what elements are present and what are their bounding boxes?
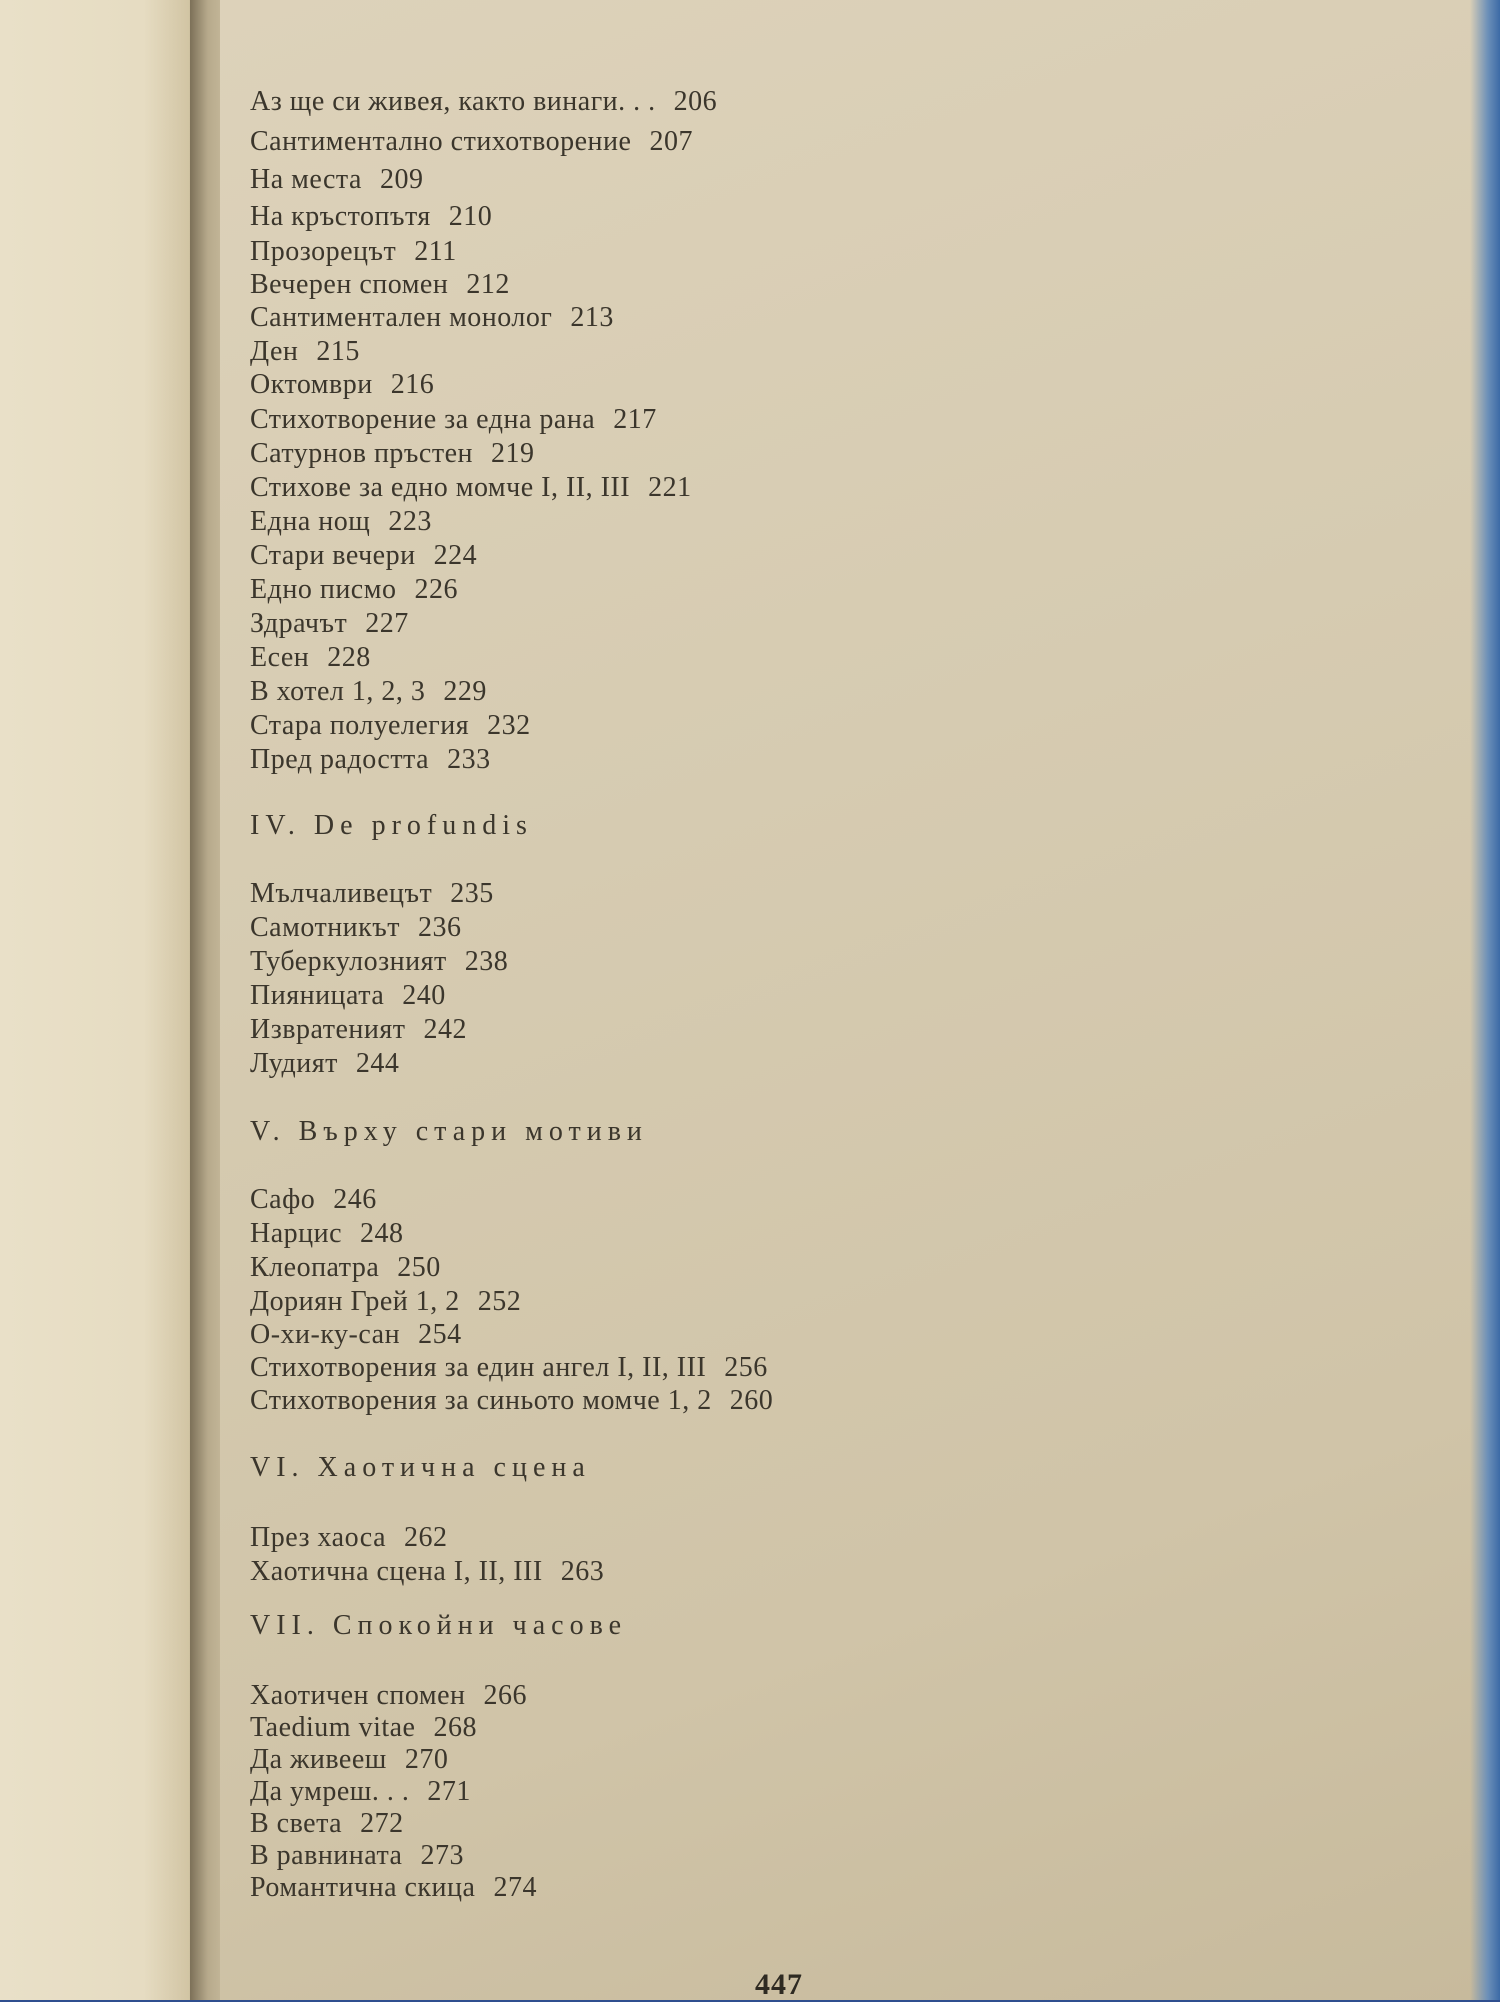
entry-title: Прозорецът xyxy=(250,236,397,267)
entry-page: 268 xyxy=(433,1712,477,1743)
toc-entry xyxy=(250,574,458,606)
toc-entry xyxy=(250,710,531,742)
entry-title: Стихотворения за един ангел I, II, III xyxy=(250,1352,707,1383)
entry-title: Извратеният xyxy=(250,1014,406,1045)
entry-page: 271 xyxy=(427,1776,471,1807)
entry-page: 207 xyxy=(649,126,693,157)
section-heading: VII. Спокойни часове xyxy=(250,1610,628,1641)
entry-title: Taedium vitae xyxy=(250,1712,416,1743)
entry-page: 254 xyxy=(418,1319,462,1350)
entry-page: 210 xyxy=(448,201,493,232)
entry-page: 256 xyxy=(724,1352,768,1383)
toc-entry xyxy=(250,1252,441,1284)
toc-entry xyxy=(250,201,492,233)
entry-page: 266 xyxy=(483,1680,528,1711)
entry-title: Здрачът xyxy=(250,608,348,639)
entry-title: Ден xyxy=(250,336,299,367)
toc-entry xyxy=(250,1184,377,1216)
entry-page: 263 xyxy=(560,1556,605,1587)
toc-entry xyxy=(250,336,360,368)
entry-title: Романтична скица xyxy=(250,1872,476,1903)
entry-page: 213 xyxy=(570,302,614,333)
entry-title: Сафо xyxy=(250,1184,316,1215)
entry-page: 215 xyxy=(316,336,360,367)
entry-page: 246 xyxy=(333,1184,377,1215)
entry-title: Октомври xyxy=(250,369,373,400)
entry-title: В хотел 1, 2, 3 xyxy=(250,676,426,707)
entry-page: 221 xyxy=(648,472,692,503)
entry-title: О-хи-ку-сан xyxy=(250,1319,401,1350)
toc-entry xyxy=(250,912,461,944)
entry-page: 274 xyxy=(493,1872,537,1903)
entry-title: Клеопатра xyxy=(250,1252,380,1283)
toc-entry xyxy=(250,1218,404,1250)
toc-entry xyxy=(250,642,371,674)
toc-entry xyxy=(250,86,717,118)
entry-page: 209 xyxy=(379,164,424,195)
entry-title: Сатурнов пръстен xyxy=(250,438,473,469)
entry-title: На места xyxy=(250,164,362,195)
entry-page: 248 xyxy=(360,1218,404,1249)
entry-page: 260 xyxy=(729,1385,774,1416)
entry-title: Есен xyxy=(250,642,310,673)
entry-page: 226 xyxy=(414,574,458,605)
toc-entry xyxy=(250,1286,521,1318)
entry-page: 229 xyxy=(443,676,487,707)
entry-title: Пред радостта xyxy=(250,744,430,775)
entry-page: 262 xyxy=(404,1522,448,1553)
toc-entry xyxy=(250,1556,604,1588)
toc-entry xyxy=(250,1522,448,1554)
entry-page: 232 xyxy=(487,710,531,741)
toc-entry xyxy=(250,676,487,708)
entry-page: 206 xyxy=(673,86,718,117)
entry-page: 212 xyxy=(466,269,510,300)
entry-page: 272 xyxy=(360,1808,404,1839)
toc-entry xyxy=(250,1712,477,1744)
toc-entry xyxy=(250,1872,537,1904)
toc-entry xyxy=(250,404,657,436)
toc-entry xyxy=(250,1319,462,1351)
background-edge xyxy=(1470,0,1500,2000)
entry-title: Да умреш. . . xyxy=(250,1776,410,1807)
entry-title: Туберкулозният xyxy=(250,946,447,977)
entry-title: Стари вечери xyxy=(250,540,416,571)
facing-page xyxy=(0,0,205,2000)
entry-title: На кръстопътя xyxy=(250,201,431,232)
toc-entry xyxy=(250,1840,464,1872)
section-heading: V. Върху стари мотиви xyxy=(250,1116,648,1147)
entry-page: 250 xyxy=(397,1252,441,1283)
entry-page: 252 xyxy=(477,1286,522,1317)
entry-title: В равнината xyxy=(250,1840,403,1871)
toc-entry xyxy=(250,744,491,776)
entry-title: Сантиментален монолог xyxy=(250,302,553,333)
entry-title: През хаоса xyxy=(250,1522,387,1553)
entry-title: Мълчаливецът xyxy=(250,878,433,909)
entry-title: Да живееш xyxy=(250,1744,387,1775)
entry-page: 270 xyxy=(404,1744,449,1775)
entry-title: Едно писмо xyxy=(250,574,397,605)
toc-entry xyxy=(250,878,494,910)
page-number: 447 xyxy=(755,1968,803,2001)
toc-entry xyxy=(250,126,693,158)
entry-title: Пияницата xyxy=(250,980,385,1011)
entry-title: Аз ще си живея, както винаги. . . xyxy=(250,86,656,117)
section-heading: IV. De profundis xyxy=(250,810,533,841)
toc-entry xyxy=(250,1048,399,1080)
entry-page: 224 xyxy=(433,540,478,571)
entry-page: 235 xyxy=(450,878,494,909)
entry-title: Стихотворения за синьото момче 1, 2 xyxy=(250,1385,712,1416)
toc-entry xyxy=(250,946,508,978)
toc-entry xyxy=(250,302,614,334)
entry-page: 219 xyxy=(491,438,535,469)
entry-page: 217 xyxy=(613,404,657,435)
entry-title: Вечерен спомен xyxy=(250,269,449,300)
toc-entry xyxy=(250,1352,768,1384)
section-heading: VI. Хаотична сцена xyxy=(250,1452,591,1483)
toc-entry xyxy=(250,980,446,1012)
entry-title: Дориян Грей 1, 2 xyxy=(250,1286,460,1317)
entry-title: Стара полуелегия xyxy=(250,710,470,741)
toc-entry xyxy=(250,540,477,572)
entry-title: Хаотична сцена I, II, III xyxy=(250,1556,543,1587)
toc-entry xyxy=(250,1014,467,1046)
entry-page: 242 xyxy=(423,1014,467,1045)
entry-title: Нарцис xyxy=(250,1218,343,1249)
entry-title: Стихотворение за една рана xyxy=(250,404,596,435)
entry-title: Стихове за едно момче I, II, III xyxy=(250,472,631,503)
toc-entry xyxy=(250,1680,527,1712)
entry-page: 228 xyxy=(327,642,371,673)
toc-entry xyxy=(250,472,692,504)
toc-entry xyxy=(250,438,535,470)
entry-page: 244 xyxy=(355,1048,400,1079)
entry-page: 238 xyxy=(464,946,509,977)
toc-entry xyxy=(250,269,510,301)
entry-title: Хаотичен спомен xyxy=(250,1680,466,1711)
entry-page: 227 xyxy=(365,608,409,639)
toc-entry xyxy=(250,1776,471,1808)
entry-page: 223 xyxy=(388,506,432,537)
entry-page: 240 xyxy=(402,980,446,1011)
entry-title: Самотникът xyxy=(250,912,400,943)
entry-page: 216 xyxy=(390,369,435,400)
entry-page: 236 xyxy=(417,912,462,943)
toc-entry xyxy=(250,608,409,640)
toc-entry xyxy=(250,236,457,268)
entry-page: 273 xyxy=(420,1840,464,1871)
toc-entry xyxy=(250,1808,404,1840)
entry-title: Една нощ xyxy=(250,506,371,537)
toc-entry xyxy=(250,1744,448,1776)
entry-title: Сантиментално стихотворение xyxy=(250,126,632,157)
entry-page: 233 xyxy=(447,744,491,775)
toc-entry xyxy=(250,506,432,538)
entry-page: 211 xyxy=(414,236,457,267)
toc-entry xyxy=(250,369,434,401)
entry-title: Лудият xyxy=(250,1048,338,1079)
toc-entry xyxy=(250,1385,773,1417)
entry-title: В света xyxy=(250,1808,343,1839)
toc-entry xyxy=(250,164,423,196)
